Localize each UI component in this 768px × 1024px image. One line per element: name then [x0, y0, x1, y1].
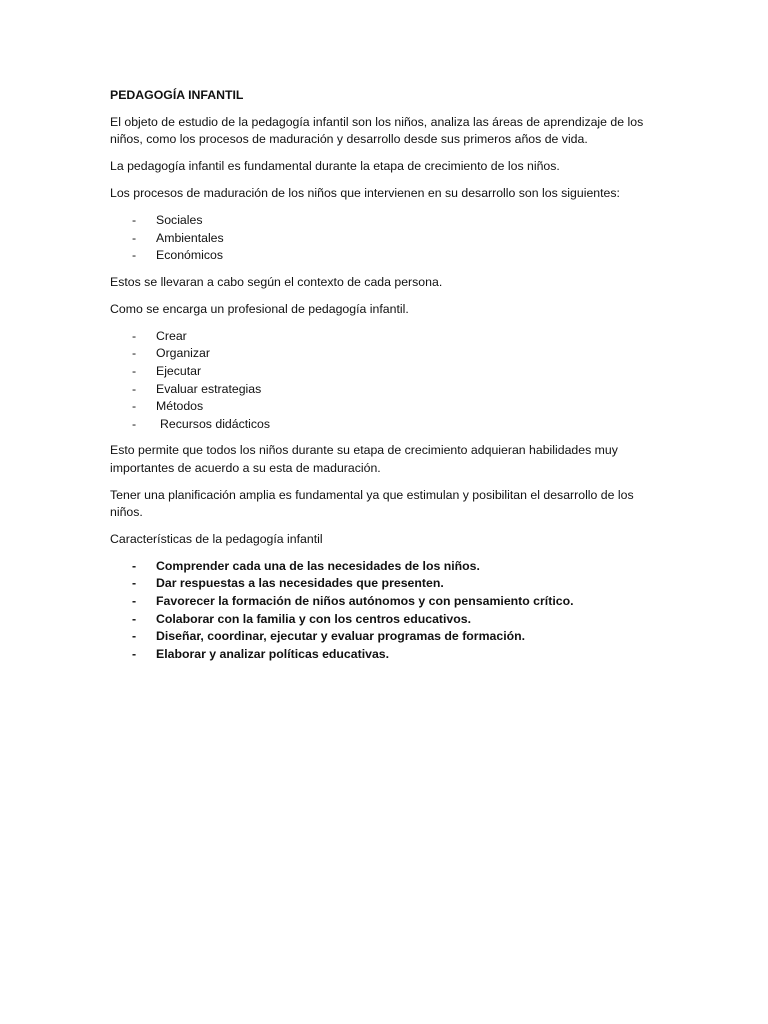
list-item: - Dar respuestas a las necesidades que presenten. — [110, 575, 655, 593]
paragraph-processes: Los procesos de maduración de los niños que intervienen en su desarrollo son los siguientes: — [110, 186, 620, 200]
list-item: - Diseñar, coordinar, ejecutar y evaluar programas de formación. — [110, 628, 655, 646]
list-item: - Sociales — [110, 212, 655, 230]
list-maturation-processes — [110, 212, 655, 265]
bullet-dash: - — [132, 558, 137, 573]
list-item: - Métodos — [110, 398, 655, 416]
list-item: - Elaborar y analizar políticas educativas. — [110, 646, 655, 664]
list-item: - Comprender cada una de las necesidades de los niños. — [110, 558, 655, 576]
bullet-dash: - — [132, 213, 137, 227]
list-characteristics — [110, 558, 655, 664]
list-item: - Evaluar estrategias — [110, 381, 655, 399]
list-item: - Económicos — [110, 247, 655, 265]
list-item: - Favorecer la formación de niños autónomos y con pensamiento crítico. — [110, 593, 655, 611]
paragraph-planning: Tener una planificación amplia es fundamental ya que estimulan y posibilitan el desarrollo de los niños. — [110, 487, 634, 520]
list-item: - Colaborar con la familia y con los centros educativos. — [110, 611, 655, 629]
bullet-dash: - — [132, 611, 137, 626]
bullet-dash: - — [132, 576, 137, 591]
paragraph-professional: Como se encarga un profesional de pedagogía infantil. — [110, 301, 409, 316]
list-item: - Crear — [110, 328, 655, 346]
bullet-dash: - — [132, 646, 137, 661]
paragraph-context: Estos se llevaran a cabo según el contexto de cada persona. — [110, 274, 443, 289]
paragraph-skills: Esto permite que todos los niños durante su etapa de crecimiento adquieran habilidades muy importantes de acuerdo a su esta de maduración. — [110, 443, 618, 475]
document-title: PEDAGOGÍA INFANTIL — [110, 88, 244, 102]
bullet-dash: - — [132, 346, 137, 361]
bullet-dash: - — [132, 363, 137, 378]
bullet-dash: - — [132, 230, 137, 245]
bullet-dash: - — [132, 399, 137, 414]
bullet-dash: - — [132, 416, 137, 431]
list-item: - Ambientales — [110, 230, 655, 248]
bullet-dash: - — [132, 381, 137, 396]
bullet-dash: - — [132, 328, 137, 343]
bullet-dash: - — [132, 594, 137, 609]
paragraph-intro: El objeto de estudio de la pedagogía infantil son los niños, analiza las áreas de aprendizaje de los niños, como los procesos de maduración y desarrollo desde sus primeros años de vida. — [110, 114, 644, 146]
bullet-dash: - — [132, 248, 137, 263]
document-body — [110, 87, 655, 672]
section-heading-characteristics: Características de la pedagogía infantil — [110, 532, 323, 547]
list-item: - Organizar — [110, 345, 655, 363]
paragraph-importance: La pedagogía infantil es fundamental durante la etapa de crecimiento de los niños. — [110, 159, 560, 173]
bullet-dash: - — [132, 629, 137, 644]
list-professional-tasks — [110, 328, 655, 434]
list-item: - Ejecutar — [110, 363, 655, 381]
list-item: - Recursos didácticos — [110, 416, 655, 434]
